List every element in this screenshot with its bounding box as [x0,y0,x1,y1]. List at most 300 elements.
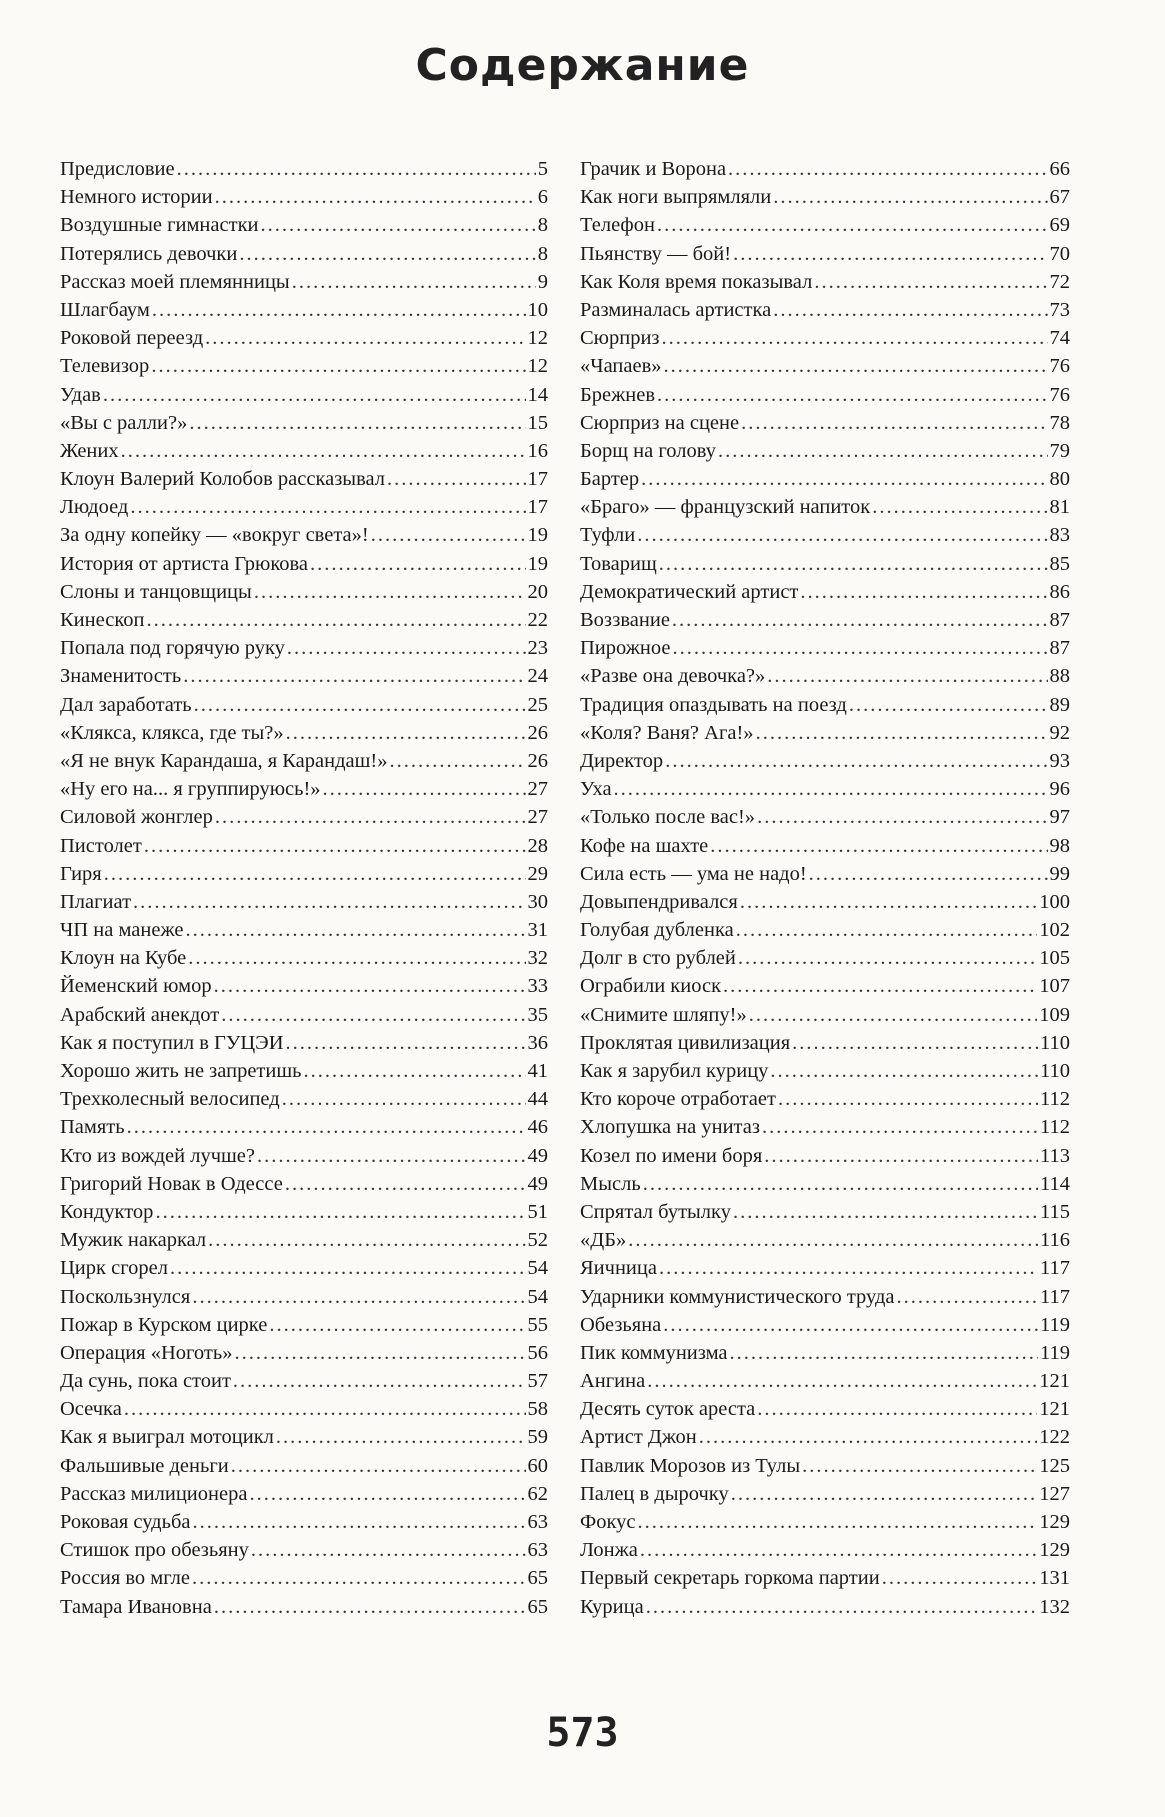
toc-entry-title: Да сунь, пока стоит [60,1370,231,1393]
toc-dot-leader [614,775,1048,803]
toc-dot-leader [188,944,525,972]
toc-entry-page: 35 [527,1003,548,1026]
toc-entry-page: 74 [1049,327,1070,350]
toc-entry-title: Грачик и Ворона [580,158,727,180]
toc-entry-page: 29 [527,862,548,885]
toc-entry-title: «Разве она девочка?» [580,665,766,688]
toc-entry-page: 67 [1049,186,1070,209]
toc-entry-page: 114 [1040,1172,1070,1195]
toc-entry-page: 110 [1040,1060,1070,1082]
toc-entry-title: Предисловие [60,158,175,180]
toc-entry-page: 23 [527,637,548,660]
toc-entry [60,860,548,888]
toc-entry-title: Кофе на шахте [580,834,709,857]
toc-entry [60,155,548,183]
toc-entry-page: 98 [1049,834,1070,857]
toc-entry [60,1113,548,1141]
toc-entry-page: 88 [1049,665,1070,688]
toc-entry-title: Воззвание [580,609,670,631]
toc-entry-title: Мысль [580,1172,641,1195]
toc-entry-title: Клоун Валерий Колобов рассказывал [60,468,385,491]
toc-entry [580,465,1070,493]
toc-entry-title: Жених [60,439,119,462]
toc-entry-title: Поскользнулся [60,1285,191,1308]
toc-entry [60,578,548,606]
toc-entry-page: 30 [527,890,548,913]
toc-entry-page: 102 [1039,919,1070,942]
toc-entry-page: 41 [527,1060,548,1082]
toc-entry-title: «Только после вас!» [580,806,756,829]
toc-entry [60,634,548,662]
toc-entry-title: Роковая судьба [60,1511,191,1533]
toc-entry-page: 89 [1049,693,1070,716]
toc-dot-leader [657,211,1048,239]
toc-entry-page: 121 [1039,1370,1070,1393]
toc-entry [60,1170,548,1198]
toc-dot-leader [659,550,1048,578]
toc-entry-page: 129 [1039,1539,1070,1562]
toc-entry-title: Сила есть — ума не надо! [580,862,807,885]
toc-entry-title: Ограбили киоск [580,975,722,998]
toc-dot-leader [133,888,525,916]
toc-entry-page: 119 [1040,1313,1070,1336]
toc-entry-page: 115 [1040,1200,1070,1223]
toc-dot-leader [809,860,1048,888]
toc-entry-title: Осечка [60,1398,122,1421]
toc-entry [580,1085,1070,1113]
toc-dot-leader [740,888,1037,916]
toc-entry-page: 51 [527,1200,548,1223]
toc-entry-page: 46 [527,1116,548,1139]
toc-dot-leader [276,1423,526,1451]
toc-entry [60,1593,548,1621]
toc-dot-leader [637,1508,1037,1536]
toc-entry-title: Директор [580,749,664,772]
toc-dot-leader [183,662,525,690]
toc-entry-page: 28 [527,834,548,857]
toc-entry-page: 60 [527,1454,548,1477]
toc-entry [580,1254,1070,1282]
toc-entry-page: 131 [1039,1567,1070,1590]
toc-entry [580,803,1070,831]
toc-entry-title: Десять суток ареста [580,1398,756,1421]
toc-dot-leader [221,1001,525,1029]
toc-entry-title: Трехколесный велосипед [60,1088,280,1111]
toc-entry [60,1564,548,1592]
toc-entry-page: 87 [1049,637,1070,660]
toc-entry-title: Спрятал бутылку [580,1200,731,1223]
toc-entry [580,1593,1070,1621]
toc-entry [60,662,548,690]
toc-entry [580,972,1070,1000]
toc-entry-title: Ангина [580,1370,646,1393]
toc-dot-leader [646,1593,1038,1621]
toc-entry [580,662,1070,690]
toc-entry-title: Пик коммунизма [580,1341,728,1364]
toc-entry-page: 17 [527,496,548,519]
toc-entry-page: 44 [527,1088,548,1111]
toc-entry-page: 85 [1049,552,1070,575]
toc-dot-leader [718,437,1048,465]
toc-entry-page: 105 [1039,947,1070,970]
toc-entry-title: Кто из вождей лучше? [60,1144,255,1167]
toc-entry-page: 112 [1040,1088,1070,1111]
toc-entry-title: Силовой жонглер [60,806,213,829]
toc-entry [60,1536,548,1564]
toc-entry-page: 79 [1049,439,1070,462]
toc-entry [60,381,548,409]
toc-entry-title: Сюрприз на сцене [580,411,740,434]
toc-dot-leader [792,1029,1038,1057]
toc-entry [580,578,1070,606]
toc-entry-title: «Чапаев» [580,355,662,378]
toc-dot-leader [234,1339,525,1367]
toc-entry-title: Фокус [580,1511,636,1533]
toc-entry [60,352,548,380]
toc-entry-title: Хорошо жить не запретишь [60,1060,302,1082]
toc-entry [580,634,1070,662]
toc-entry [580,606,1070,634]
toc-dot-leader [323,775,526,803]
toc-entry-page: 10 [527,298,548,321]
toc-entry-title: Как я выиграл мотоцикл [60,1426,274,1449]
toc-entry [580,493,1070,521]
toc-entry-title: «Снимите шляпу!» [580,1003,747,1026]
toc-entry [580,1029,1070,1057]
toc-entry [60,550,548,578]
toc-dot-leader [756,719,1048,747]
toc-dot-leader [723,972,1037,1000]
toc-entry [580,268,1070,296]
toc-entry-page: 76 [1049,383,1070,406]
toc-entry-page: 24 [527,665,548,688]
toc-entry-page: 5 [537,158,548,180]
toc-entry [580,155,1070,183]
toc-entry [60,1311,548,1339]
toc-entry-page: 65 [527,1567,548,1590]
toc-entry-page: 27 [527,806,548,829]
toc-dot-leader [286,1029,526,1057]
toc-entry-page: 72 [1049,270,1070,293]
toc-dot-leader [192,1508,525,1536]
toc-entry-page: 109 [1039,1003,1070,1026]
toc-entry [580,211,1070,239]
toc-dot-leader [662,324,1048,352]
toc-entry-title: Ударники коммунистического труда [580,1285,895,1308]
toc-entry-title: Козел по имени боря [580,1144,763,1167]
toc-entry-page: 59 [527,1426,548,1449]
toc-entry-page: 9 [537,270,548,293]
toc-dot-leader [233,1367,526,1395]
toc-dot-leader [637,521,1047,549]
toc-dot-leader [767,662,1047,690]
toc-entry-title: Телевизор [60,355,150,378]
toc-entry-page: 122 [1039,1426,1070,1449]
toc-entry-page: 117 [1040,1257,1070,1280]
toc-dot-leader [773,183,1047,211]
toc-entry-page: 26 [527,749,548,772]
toc-entry-title: Плагиат [60,890,132,913]
toc-entry [60,972,548,1000]
toc-entry-page: 80 [1049,468,1070,491]
toc-entry [580,747,1070,775]
toc-dot-leader [814,268,1047,296]
toc-entry-title: Демократический артист [580,580,799,603]
toc-entry-title: Дал заработать [60,693,192,716]
toc-entry-page: 26 [527,721,548,744]
toc-entry [580,521,1070,549]
toc-entry-title: Борщ на голову [580,439,716,462]
toc-dot-leader [757,803,1047,831]
toc-entry-page: 110 [1040,1031,1070,1054]
toc-dot-leader [733,240,1047,268]
toc-dot-leader [189,409,525,437]
toc-entry-page: 132 [1039,1595,1070,1618]
toc-dot-leader [672,606,1048,634]
toc-dot-leader [261,211,536,239]
toc-dot-leader [124,1395,526,1423]
toc-entry-page: 127 [1039,1482,1070,1505]
toc-entry-title: Голубая дубленка [580,919,734,942]
toc-entry [60,211,548,239]
toc-entry [580,324,1070,352]
toc-entry-title: Как я поступил в ГУЦЭИ [60,1031,284,1054]
toc-entry [580,550,1070,578]
toc-dot-leader [741,409,1047,437]
toc-entry [580,832,1070,860]
toc-entry [580,183,1070,211]
toc-entry [60,493,548,521]
toc-entry-page: 20 [527,580,548,603]
toc-dot-leader [659,1254,1038,1282]
toc-entry-page: 83 [1049,524,1070,547]
toc-dot-leader [849,691,1048,719]
toc-dot-leader [371,521,526,549]
toc-entry-title: Память [60,1116,125,1139]
toc-entry-page: 97 [1049,806,1070,829]
toc-entry-page: 14 [527,383,548,406]
toc-entry-title: Первый секретарь горкома партии [580,1567,880,1590]
toc-dot-leader [738,944,1037,972]
toc-dot-leader [292,268,536,296]
toc-entry [580,296,1070,324]
toc-entry [60,1339,548,1367]
toc-entry [60,1226,548,1254]
toc-entry-page: 100 [1039,890,1070,913]
toc-dot-leader [730,1339,1038,1367]
toc-dot-leader [389,747,525,775]
toc-entry [580,1057,1070,1085]
toc-dot-leader [897,1283,1039,1311]
toc-entry [580,1480,1070,1508]
toc-entry-page: 52 [527,1229,548,1252]
toc-dot-leader [192,1564,526,1592]
toc-entry-title: «Я не внук Карандаша, я Карандаш!» [60,749,388,772]
toc-dot-leader [155,1198,525,1226]
toc-dot-leader [770,1057,1038,1085]
toc-entry [580,916,1070,944]
toc-dot-leader [130,493,525,521]
toc-entry-page: 76 [1049,355,1070,378]
toc-entry [60,240,548,268]
toc-entry-page: 92 [1049,721,1070,744]
toc-entry-page: 32 [527,947,548,970]
toc-entry-title: История от артиста Грюкова [60,552,309,575]
toc-entry-title: Традиция опаздывать на поезд [580,693,847,716]
toc-entry-title: Попала под горячую руку [60,637,285,660]
toc-entry-title: Кондуктор [60,1200,154,1223]
toc-entry [60,719,548,747]
toc-entry-title: Йеменский юмор [60,975,212,998]
toc-dot-leader [208,1226,525,1254]
toc-dot-leader [254,578,526,606]
toc-entry-title: Немного истории [60,186,213,209]
toc-entry [60,1508,548,1536]
toc-dot-leader [304,1057,526,1085]
toc-entry-title: Гиря [60,862,102,885]
toc-entry [60,183,548,211]
toc-entry [580,240,1070,268]
toc-entry-title: «Ну его на... я группируюсь!» [60,778,321,801]
toc-entry-page: 8 [537,242,548,265]
toc-entry [580,381,1070,409]
toc-entry-title: Стишок про обезьяну [60,1539,249,1562]
toc-entry-title: Как ноги выпрямляли [580,186,772,209]
toc-dot-leader [802,1452,1037,1480]
toc-entry-page: 57 [527,1370,548,1393]
toc-dot-leader [215,183,536,211]
toc-entry [580,437,1070,465]
toc-dot-leader [192,1283,525,1311]
toc-entry-title: Россия во мгле [60,1567,190,1590]
toc-entry-title: Потерялись девочки [60,242,238,265]
toc-entry-title: «Коля? Ваня? Ага!» [580,721,754,744]
toc-entry-title: Туфли [580,524,636,547]
page-title: Содержание [415,40,750,91]
toc-dot-leader [249,1480,525,1508]
toc-entry [580,1142,1070,1170]
toc-entry [580,1395,1070,1423]
toc-entry [60,832,548,860]
toc-dot-leader [214,972,526,1000]
toc-entry-title: Телефон [580,214,655,237]
toc-dot-leader [773,296,1047,324]
toc-entry-title: Григорий Новак в Одессе [60,1172,283,1195]
toc-entry [580,691,1070,719]
toc-entry-title: Товарищ [580,552,657,575]
toc-entry-page: 19 [527,524,548,547]
toc-entry-title: «Браго» — французский напиток [580,496,871,519]
toc-entry-title: За одну копейку — «вокруг света»! [60,524,369,547]
toc-entry-page: 69 [1049,214,1070,237]
toc-dot-leader [728,155,1047,183]
toc-entry-page: 54 [527,1285,548,1308]
toc-left-column [60,155,548,1621]
toc-entry-title: Бартер [580,468,640,491]
toc-entry [580,719,1070,747]
toc-entry [60,1395,548,1423]
toc-entry [580,409,1070,437]
toc-entry-page: 66 [1049,158,1070,180]
toc-entry-title: Слоны и танцовщицы [60,580,252,603]
toc-entry-title: Операция «Ноготь» [60,1341,233,1364]
toc-entry-title: Роковой переезд [60,327,204,350]
toc-entry-page: 121 [1039,1398,1070,1421]
toc-entry-page: 99 [1049,862,1070,885]
toc-entry-page: 55 [527,1313,548,1336]
toc-entry-page: 36 [527,1031,548,1054]
toc-entry-title: Людоед [60,496,129,519]
toc-right-column [580,155,1070,1621]
toc-dot-leader [146,606,525,634]
toc-entry [60,1283,548,1311]
toc-entry [580,1452,1070,1480]
toc-dot-leader [285,1170,526,1198]
toc-entry [580,1311,1070,1339]
toc-entry [60,409,548,437]
toc-entry-page: 62 [527,1482,548,1505]
toc-entry-title: ЧП на манеже [60,919,184,942]
toc-dot-leader [231,1452,526,1480]
toc-entry-title: Пьянству — бой! [580,242,732,265]
toc-dot-leader [185,916,525,944]
toc-dot-leader [872,493,1047,521]
toc-entry-page: 56 [527,1341,548,1364]
toc-dot-leader [215,803,526,831]
toc-entry-page: 96 [1049,778,1070,801]
toc-dot-leader [144,832,526,860]
toc-entry-page: 15 [527,411,548,434]
toc-dot-leader [170,1254,526,1282]
toc-entry-title: Кто короче отработает [580,1088,776,1111]
toc-dot-leader [665,747,1047,775]
toc-entry [580,1536,1070,1564]
toc-entry [60,296,548,324]
toc-dot-leader [127,1113,526,1141]
toc-entry-page: 73 [1049,298,1070,321]
toc-entry-page: 54 [527,1257,548,1280]
toc-entry-title: Как Коля время показывал [580,270,813,293]
toc-entry [60,803,548,831]
toc-entry-title: Курица [580,1595,644,1618]
toc-entry-page: 129 [1039,1511,1070,1533]
toc-dot-leader [731,1480,1038,1508]
toc-entry-page: 78 [1049,411,1070,434]
toc-dot-leader [657,381,1047,409]
toc-entry-title: Кинескоп [60,609,145,631]
toc-entry-title: «Клякса, клякса, где ты?» [60,721,284,744]
toc-entry [580,1508,1070,1536]
toc-entry-page: 116 [1040,1229,1070,1252]
toc-entry [60,775,548,803]
toc-dot-leader [800,578,1047,606]
toc-entry [580,1423,1070,1451]
toc-entry-title: Рассказ моей племянницы [60,270,290,293]
toc-entry-page: 33 [527,975,548,998]
toc-entry-page: 22 [527,609,548,631]
toc-entry-title: Пирожное [580,637,671,660]
toc-dot-leader [310,550,525,578]
toc-entry [60,944,548,972]
toc-entry [580,1339,1070,1367]
toc-dot-leader [664,352,1048,380]
toc-entry [60,916,548,944]
toc-entry [60,521,548,549]
toc-dot-leader [282,1085,526,1113]
toc-entry [60,1085,548,1113]
toc-entry [580,352,1070,380]
toc-entry-page: 17 [527,468,548,491]
